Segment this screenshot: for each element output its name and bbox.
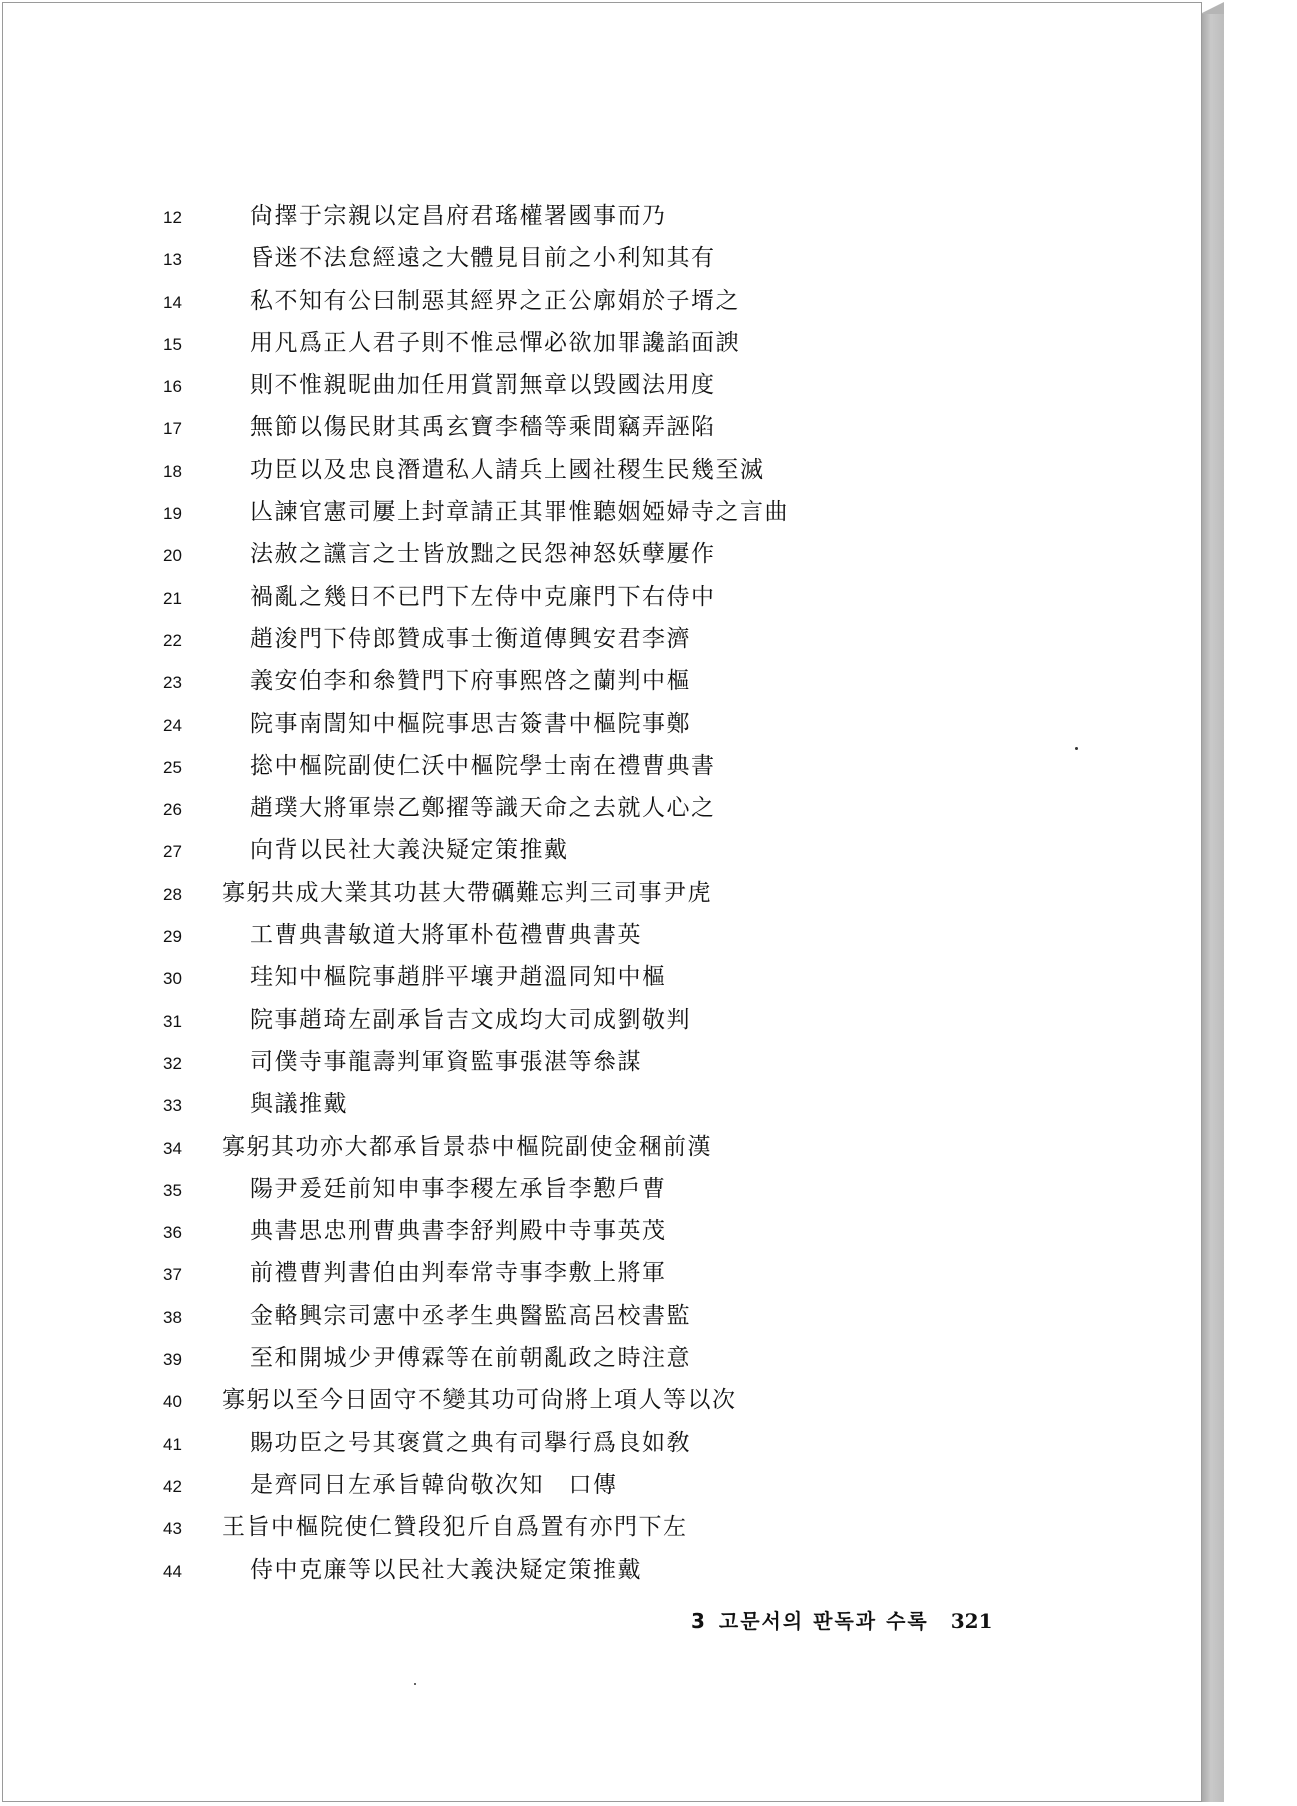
- line-text: 昏迷不法怠經遠之大體見目前之小利知其有: [250, 245, 716, 272]
- line-text: 賜功臣之号其褒賞之典有司擧行爲良如敎: [250, 1429, 691, 1456]
- line-text: 前禮曹判書伯由判奉常寺事李敷上將軍: [250, 1260, 667, 1287]
- document-page: [2, 2, 1202, 1802]
- text-line: [163, 491, 1063, 533]
- text-line: [163, 703, 1063, 745]
- text-line: [163, 1210, 1063, 1252]
- line-text: 院事南誾知中樞院事思吉簽書中樞院事鄭: [250, 710, 691, 737]
- line-number: 27: [163, 842, 182, 862]
- line-number: 35: [163, 1180, 182, 1200]
- line-number: 32: [163, 1053, 182, 1073]
- line-number: 38: [163, 1307, 182, 1327]
- text-line: [163, 322, 1063, 364]
- line-number: 14: [163, 292, 182, 312]
- line-number: 30: [163, 969, 182, 989]
- line-text: 無節以傷民財其禹玄寶李穡等乘間竊弄誣陷: [250, 414, 716, 441]
- line-text: 趙浚門下侍郎贊成事士衡道傳興安君李濟: [250, 625, 691, 652]
- line-number: 21: [163, 588, 182, 608]
- line-text: 工曹典書敏道大將軍朴苞禮曹典書英: [250, 922, 642, 949]
- line-text: 功臣以及忠良潛遣私人請兵上國社稷生民幾至滅: [250, 456, 765, 483]
- line-number: 43: [163, 1519, 182, 1539]
- line-text: 用凡爲正人君子則不惟忌憚必欲加罪讒諂面諛: [250, 329, 740, 356]
- line-text: 趙璞大將軍崇乙鄭擢等識天命之去就人心之: [250, 795, 716, 822]
- text-line: [163, 449, 1063, 491]
- text-line: [163, 1126, 1063, 1168]
- text-line: [163, 1549, 1063, 1591]
- line-text: 義安伯李和叅贊門下府事熙啓之蘭判中樞: [250, 668, 691, 695]
- line-number: 34: [163, 1138, 182, 1158]
- line-text: 尙擇于宗親以定昌府君瑤權署國事而乃: [250, 203, 667, 229]
- line-number: 40: [163, 1392, 182, 1412]
- line-number: 19: [163, 504, 182, 524]
- line-text: 亾諫官憲司屢上封章請正其罪惟聽姻婭婦寺之言曲: [250, 499, 789, 526]
- line-text: 侍中克廉等以民社大義決疑定策推戴: [250, 1556, 642, 1583]
- line-number: 36: [163, 1223, 182, 1243]
- page-edge-shadow: [1202, 14, 1224, 1802]
- line-text: 則不惟親昵曲加任用賞罰無章以毁國法用度: [250, 372, 716, 399]
- line-text: 金輅興宗司憲中丞孝生典醫監高呂校書監: [250, 1302, 691, 1329]
- line-text: 寡躬共成大業其功甚大帶礪難忘判三司事尹虎: [222, 879, 712, 906]
- text-line: [163, 914, 1063, 956]
- text-line: [163, 1252, 1063, 1294]
- text-line: [163, 280, 1063, 322]
- text-line: [163, 787, 1063, 829]
- text-line: [163, 195, 1063, 237]
- text-line: [163, 1379, 1063, 1421]
- text-line: [163, 1041, 1063, 1083]
- text-line: [163, 956, 1063, 998]
- text-line: [163, 1083, 1063, 1125]
- line-number: 13: [163, 250, 182, 270]
- line-number: 18: [163, 461, 182, 481]
- line-text: 典書思忠刑曹典書李舒判殿中寺事英茂: [250, 1218, 667, 1245]
- line-number: 24: [163, 715, 182, 735]
- page-footer: [691, 1605, 992, 1634]
- text-line: [163, 533, 1063, 575]
- line-number: 28: [163, 884, 182, 904]
- text-line: [163, 1506, 1063, 1548]
- line-number: 26: [163, 800, 182, 820]
- line-text: 院事趙琦左副承旨吉文成均大司成劉敬判: [250, 1006, 691, 1033]
- line-number: 44: [163, 1561, 182, 1581]
- line-text: 至和開城少尹傅霖等在前朝亂政之時注意: [250, 1345, 691, 1372]
- text-line: [163, 1168, 1063, 1210]
- line-number: 20: [163, 546, 182, 566]
- text-line: [163, 364, 1063, 406]
- text-line: [163, 406, 1063, 448]
- line-text: 寡躬其功亦大都承旨景恭中樞院副使金稛前漢: [222, 1133, 712, 1160]
- line-text: 司僕寺事龍壽判軍資監事張湛等叅謀: [250, 1048, 642, 1075]
- line-text: 是齊同日左承旨韓尙敬次知 口傳: [250, 1471, 618, 1498]
- line-number: 25: [163, 757, 182, 777]
- text-line: [163, 237, 1063, 279]
- line-text: 陽尹爰廷前知申事李稷左承旨李懃戶曹: [250, 1175, 667, 1202]
- line-number: 42: [163, 1476, 182, 1496]
- line-number: 16: [163, 377, 182, 397]
- line-text: 與議推戴: [250, 1091, 348, 1118]
- text-line: [163, 1295, 1063, 1337]
- line-number: 17: [163, 419, 182, 439]
- line-text: 王旨中樞院使仁贊段犯斤自爲置有亦門下左: [222, 1514, 688, 1541]
- chapter-title: 고문서의 판독과 수록: [718, 1609, 929, 1633]
- line-text: 寡躬以至今日固守不變其功可尙將上項人等以次: [222, 1387, 737, 1414]
- text-line: [163, 872, 1063, 914]
- text-line: [163, 745, 1063, 787]
- line-number: 31: [163, 1011, 182, 1031]
- line-number: 33: [163, 1096, 182, 1116]
- text-line: [163, 618, 1063, 660]
- line-text: 向背以民社大義決疑定策推戴: [250, 837, 569, 864]
- line-number: 37: [163, 1265, 182, 1285]
- line-number: 29: [163, 927, 182, 947]
- line-text: 捴中樞院副使仁沃中樞院學士南在禮曹典書: [250, 752, 716, 779]
- line-number: 22: [163, 630, 182, 650]
- text-line: [163, 660, 1063, 702]
- line-number: 23: [163, 673, 182, 693]
- scan-speck: [1075, 747, 1078, 750]
- text-line: [163, 999, 1063, 1041]
- scan-speck: [414, 1683, 416, 1685]
- line-text: 法赦之讜言之士皆放黜之民怨神怒妖孽屢作: [250, 541, 716, 568]
- line-number: 12: [163, 208, 182, 227]
- text-line: [163, 1337, 1063, 1379]
- text-line: [163, 1422, 1063, 1464]
- transcription-lines: [163, 195, 1063, 1591]
- line-number: 15: [163, 334, 182, 354]
- text-line: [163, 829, 1063, 871]
- page-number: 321: [950, 1609, 993, 1633]
- line-text: 禍亂之幾日不已門下左侍中克廉門下右侍中: [250, 583, 716, 610]
- text-line: [163, 576, 1063, 618]
- line-text: 珪知中樞院事趙胖平壤尹趙溫同知中樞: [250, 964, 667, 991]
- line-text: 私不知有公曰制惡其經界之正公廓娟於子壻之: [250, 287, 740, 314]
- line-number: 39: [163, 1350, 182, 1370]
- text-line: [163, 1464, 1063, 1506]
- chapter-number: 3: [691, 1609, 705, 1633]
- line-number: 41: [163, 1434, 182, 1454]
